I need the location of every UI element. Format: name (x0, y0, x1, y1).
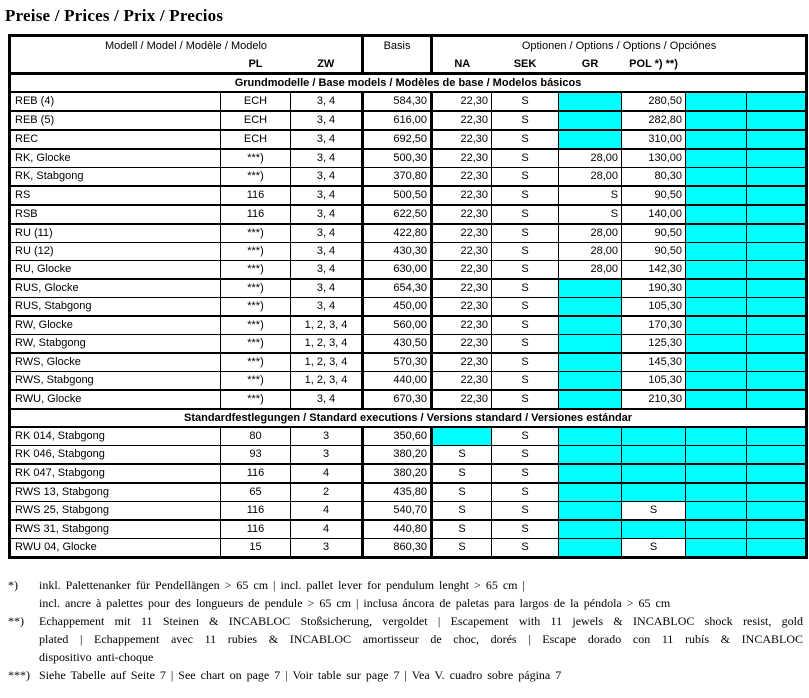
col-header-gr: GR (559, 56, 622, 74)
cell-gr (559, 316, 622, 335)
cell-sek: S (492, 316, 559, 335)
cell-na: 22,30 (432, 224, 492, 243)
cell-gr: 28,00 (559, 261, 622, 280)
cell-pol: 282,80 (622, 111, 686, 130)
cell-pol: 105,30 (622, 372, 686, 391)
cell-pol: S (622, 502, 686, 521)
price-table-body (10, 74, 807, 558)
cell-x1 (686, 149, 747, 168)
cell-name: RS (10, 186, 221, 205)
cell-basis: 616,00 (363, 111, 432, 130)
cell-pl: ECH (221, 130, 291, 149)
cell-zw: 3, 4 (291, 261, 363, 280)
cell-na (432, 427, 492, 446)
cell-x2 (747, 353, 807, 372)
col-header-zw: ZW (291, 56, 363, 74)
cell-na: S (432, 520, 492, 539)
cell-zw: 4 (291, 502, 363, 521)
cell-x2 (747, 390, 807, 409)
cell-na: 22,30 (432, 92, 492, 111)
table-row (10, 130, 807, 149)
cell-gr (559, 502, 622, 521)
section-header-label: Standardfestlegungen / Standard executions / Versions standard / Versiones estándar (10, 409, 807, 427)
cell-pl: 116 (221, 520, 291, 539)
cell-gr (559, 520, 622, 539)
cell-pl: ***) (221, 168, 291, 187)
cell-zw: 3, 4 (291, 111, 363, 130)
col-header-pol: POL *) **) (622, 56, 686, 74)
section-header-row (10, 409, 807, 427)
cell-zw: 3, 4 (291, 92, 363, 111)
cell-pol (622, 427, 686, 446)
cell-gr: S (559, 186, 622, 205)
cell-pol: 142,30 (622, 261, 686, 280)
cell-gr (559, 130, 622, 149)
table-row (10, 483, 807, 502)
cell-pol: 125,30 (622, 335, 686, 354)
cell-gr: 28,00 (559, 168, 622, 187)
cell-x1 (686, 186, 747, 205)
cell-basis: 435,80 (363, 483, 432, 502)
cell-pl: ***) (221, 224, 291, 243)
cell-x2 (747, 316, 807, 335)
cell-x1 (686, 111, 747, 130)
cell-x2 (747, 502, 807, 521)
options-group-header: Optionen / Options / Options / Opciónes (521, 40, 717, 52)
cell-zw: 3, 4 (291, 279, 363, 298)
cell-x2 (747, 372, 807, 391)
cell-name: RWS, Stabgong (10, 372, 221, 391)
footnote-marker: ***) (8, 668, 30, 682)
cell-pol: 140,00 (622, 205, 686, 224)
cell-sek: S (492, 520, 559, 539)
cell-pol: S (622, 539, 686, 558)
table-row (10, 261, 807, 280)
cell-name: RW, Glocke (10, 316, 221, 335)
cell-gr: 28,00 (559, 149, 622, 168)
cell-sek: S (492, 372, 559, 391)
cell-zw: 2 (291, 483, 363, 502)
cell-pol: 80,30 (622, 168, 686, 187)
cell-sek: S (492, 335, 559, 354)
cell-na: 22,30 (432, 243, 492, 261)
cell-zw: 3, 4 (291, 130, 363, 149)
cell-gr (559, 483, 622, 502)
cell-basis: 440,00 (363, 372, 432, 391)
basis-column-header: Basis (363, 36, 432, 74)
cell-basis: 860,30 (363, 539, 432, 558)
cell-na: 22,30 (432, 149, 492, 168)
cell-pol: 210,30 (622, 390, 686, 409)
table-row (10, 224, 807, 243)
cell-name: RSB (10, 205, 221, 224)
cell-gr (559, 539, 622, 558)
cell-basis: 450,00 (363, 298, 432, 317)
cell-x2 (747, 224, 807, 243)
cell-pol: 190,30 (622, 279, 686, 298)
cell-gr (559, 92, 622, 111)
cell-x2 (747, 446, 807, 465)
cell-x2 (747, 149, 807, 168)
cell-x1 (686, 464, 747, 483)
cell-sek: S (492, 130, 559, 149)
cell-gr (559, 279, 622, 298)
table-row (10, 502, 807, 521)
cell-zw: 1, 2, 3, 4 (291, 335, 363, 354)
cell-pl: 65 (221, 483, 291, 502)
cell-na: 22,30 (432, 261, 492, 280)
cell-basis: 622,50 (363, 205, 432, 224)
table-header (10, 36, 807, 74)
cell-gr (559, 111, 622, 130)
table-row (10, 390, 807, 409)
cell-sek: S (492, 427, 559, 446)
cell-x1 (686, 298, 747, 317)
cell-x2 (747, 111, 807, 130)
cell-basis: 560,00 (363, 316, 432, 335)
col-header-na: NA (432, 56, 492, 74)
cell-zw: 3, 4 (291, 298, 363, 317)
model-group-header: Modell / Model / Modèle / Modelo (10, 36, 363, 57)
cell-pl: 15 (221, 539, 291, 558)
cell-sek: S (492, 168, 559, 187)
cell-basis: 440,80 (363, 520, 432, 539)
cell-name: RWU 04, Glocke (10, 539, 221, 558)
cell-name: RU (12) (10, 243, 221, 261)
cell-gr (559, 446, 622, 465)
cell-x2 (747, 130, 807, 149)
cell-sek: S (492, 502, 559, 521)
cell-name: REC (10, 130, 221, 149)
cell-pl: ***) (221, 372, 291, 391)
cell-pl: ECH (221, 111, 291, 130)
cell-pl: ECH (221, 92, 291, 111)
cell-basis: 692,50 (363, 130, 432, 149)
cell-gr: S (559, 205, 622, 224)
cell-name: RK, Stabgong (10, 168, 221, 187)
cell-sek: S (492, 92, 559, 111)
table-row (10, 111, 807, 130)
cell-gr (559, 427, 622, 446)
footnote-marker: **) (8, 614, 24, 628)
cell-na: S (432, 446, 492, 465)
cell-sek: S (492, 261, 559, 280)
cell-pol (622, 464, 686, 483)
cell-x1 (686, 483, 747, 502)
cell-sek: S (492, 446, 559, 465)
cell-x2 (747, 279, 807, 298)
cell-basis: 430,50 (363, 335, 432, 354)
cell-pl: 116 (221, 186, 291, 205)
table-row (10, 279, 807, 298)
cell-zw: 3, 4 (291, 224, 363, 243)
cell-name: RK 047, Stabgong (10, 464, 221, 483)
cell-x1 (686, 446, 747, 465)
cell-x1 (686, 353, 747, 372)
cell-gr (559, 353, 622, 372)
table-row (10, 298, 807, 317)
cell-name: RUS, Glocke (10, 279, 221, 298)
cell-name: RU, Glocke (10, 261, 221, 280)
table-row (10, 446, 807, 465)
cell-gr: 28,00 (559, 243, 622, 261)
col-header-extra2 (747, 56, 807, 74)
cell-gr (559, 372, 622, 391)
cell-na: 22,30 (432, 298, 492, 317)
cell-sek: S (492, 205, 559, 224)
cell-sek: S (492, 111, 559, 130)
cell-basis: 670,30 (363, 390, 432, 409)
section-header-label: Grundmodelle / Base models / Modèles de base / Modelos básicos (10, 74, 807, 93)
cell-name: REB (4) (10, 92, 221, 111)
cell-name: RW, Stabgong (10, 335, 221, 354)
cell-basis: 422,80 (363, 224, 432, 243)
cell-gr: 28,00 (559, 224, 622, 243)
table-row (10, 92, 807, 111)
cell-x1 (686, 205, 747, 224)
cell-pl: ***) (221, 353, 291, 372)
cell-basis: 630,00 (363, 261, 432, 280)
cell-zw: 3, 4 (291, 390, 363, 409)
cell-pl: ***) (221, 243, 291, 261)
cell-x1 (686, 279, 747, 298)
cell-pl: 116 (221, 205, 291, 224)
cell-sek: S (492, 149, 559, 168)
table-row (10, 316, 807, 335)
footnote-marker: *) (8, 578, 18, 592)
cell-pl: ***) (221, 279, 291, 298)
cell-x1 (686, 168, 747, 187)
table-row (10, 372, 807, 391)
cell-x2 (747, 298, 807, 317)
cell-x2 (747, 464, 807, 483)
cell-x1 (686, 316, 747, 335)
cell-basis: 500,30 (363, 149, 432, 168)
cell-sek: S (492, 483, 559, 502)
footnote (8, 666, 803, 684)
cell-name: RWS 13, Stabgong (10, 483, 221, 502)
cell-basis: 350,60 (363, 427, 432, 446)
cell-name: RK 046, Stabgong (10, 446, 221, 465)
cell-zw: 1, 2, 3, 4 (291, 316, 363, 335)
cell-x1 (686, 520, 747, 539)
price-table (8, 34, 808, 559)
cell-pl: 93 (221, 446, 291, 465)
cell-pol (622, 446, 686, 465)
cell-zw: 3, 4 (291, 205, 363, 224)
cell-x2 (747, 483, 807, 502)
cell-na: 22,30 (432, 353, 492, 372)
cell-na: 22,30 (432, 186, 492, 205)
page (0, 6, 809, 698)
cell-x2 (747, 168, 807, 187)
cell-zw: 4 (291, 464, 363, 483)
cell-basis: 370,80 (363, 168, 432, 187)
cell-name: RWU, Glocke (10, 390, 221, 409)
section-header-row (10, 74, 807, 93)
footnotes (8, 576, 803, 684)
cell-sek: S (492, 243, 559, 261)
cell-pl: ***) (221, 149, 291, 168)
cell-gr (559, 464, 622, 483)
cell-x1 (686, 539, 747, 558)
page-title: Preise / Prices / Prix / Precios (5, 6, 224, 25)
table-row (10, 186, 807, 205)
table-row (10, 168, 807, 187)
cell-pol: 170,30 (622, 316, 686, 335)
cell-pol: 105,30 (622, 298, 686, 317)
cell-x2 (747, 261, 807, 280)
cell-pl: 116 (221, 464, 291, 483)
cell-na: 22,30 (432, 316, 492, 335)
table-row (10, 335, 807, 354)
cell-pol: 130,00 (622, 149, 686, 168)
cell-x1 (686, 130, 747, 149)
cell-na: 22,30 (432, 335, 492, 354)
cell-zw: 3 (291, 539, 363, 558)
col-header-extra1 (686, 56, 747, 74)
cell-pl: ***) (221, 316, 291, 335)
cell-x2 (747, 92, 807, 111)
cell-pol: 90,50 (622, 224, 686, 243)
cell-gr (559, 335, 622, 354)
cell-na: 22,30 (432, 372, 492, 391)
cell-basis: 654,30 (363, 279, 432, 298)
cell-name: RK, Glocke (10, 149, 221, 168)
cell-sek: S (492, 224, 559, 243)
table-row (10, 149, 807, 168)
cell-zw: 3, 4 (291, 186, 363, 205)
cell-x2 (747, 186, 807, 205)
cell-basis: 540,70 (363, 502, 432, 521)
cell-na: S (432, 539, 492, 558)
cell-basis: 570,30 (363, 353, 432, 372)
cell-pl: ***) (221, 335, 291, 354)
table-row (10, 520, 807, 539)
cell-basis: 380,20 (363, 446, 432, 465)
cell-pl: ***) (221, 261, 291, 280)
cell-na: 22,30 (432, 279, 492, 298)
cell-x1 (686, 502, 747, 521)
cell-x2 (747, 539, 807, 558)
cell-name: RWS 31, Stabgong (10, 520, 221, 539)
cell-x2 (747, 520, 807, 539)
cell-pol: 310,00 (622, 130, 686, 149)
cell-x1 (686, 261, 747, 280)
cell-na: S (432, 483, 492, 502)
cell-x1 (686, 224, 747, 243)
cell-name: RUS, Stabgong (10, 298, 221, 317)
cell-sek: S (492, 539, 559, 558)
cell-basis: 500,50 (363, 186, 432, 205)
cell-gr (559, 390, 622, 409)
cell-name: RK 014, Stabgong (10, 427, 221, 446)
cell-gr (559, 298, 622, 317)
header-row-groups (10, 36, 807, 57)
cell-zw: 3, 4 (291, 168, 363, 187)
footnote (8, 612, 803, 666)
cell-sek: S (492, 279, 559, 298)
table-row (10, 427, 807, 446)
cell-x1 (686, 390, 747, 409)
cell-pol (622, 520, 686, 539)
cell-x1 (686, 427, 747, 446)
cell-na: 22,30 (432, 111, 492, 130)
cell-pol: 90,50 (622, 243, 686, 261)
cell-na: S (432, 502, 492, 521)
cell-na: 22,30 (432, 168, 492, 187)
cell-basis: 380,20 (363, 464, 432, 483)
cell-zw: 1, 2, 3, 4 (291, 372, 363, 391)
cell-name: REB (5) (10, 111, 221, 130)
cell-x2 (747, 243, 807, 261)
cell-sek: S (492, 298, 559, 317)
cell-sek: S (492, 464, 559, 483)
cell-x2 (747, 335, 807, 354)
cell-pl: ***) (221, 390, 291, 409)
footnote-text: Echappement mit 11 Steinen & INCABLOC Stoßsicherung, vergoldet | Escapement with 11 jewels & INCABLOC shock resist, gold plated | Echappement avec 11 rubies & INCABLOC amortisseur de choc, dorés | Escape dorado con 11 rubís & INCABLOC dispositivo anti-choque (39, 614, 803, 664)
cell-pl: 80 (221, 427, 291, 446)
cell-zw: 3, 4 (291, 243, 363, 261)
cell-na: S (432, 464, 492, 483)
cell-zw: 3, 4 (291, 149, 363, 168)
cell-pol (622, 483, 686, 502)
cell-zw: 1, 2, 3, 4 (291, 353, 363, 372)
cell-x1 (686, 92, 747, 111)
cell-name: RWS, Glocke (10, 353, 221, 372)
cell-na: 22,30 (432, 205, 492, 224)
cell-pol: 90,50 (622, 186, 686, 205)
col-header-pl: PL (221, 56, 291, 74)
cell-sek: S (492, 186, 559, 205)
cell-sek: S (492, 353, 559, 372)
table-row (10, 353, 807, 372)
model-subheader-spacer (10, 56, 221, 74)
cell-na: 22,30 (432, 130, 492, 149)
cell-x1 (686, 243, 747, 261)
cell-pol: 280,50 (622, 92, 686, 111)
cell-pl: 116 (221, 502, 291, 521)
cell-x2 (747, 205, 807, 224)
footnote-text: Siehe Tabelle auf Seite 7 | See chart on page 7 | Voir table sur page 7 | Vea V. cuadro sobre página 7 (39, 668, 562, 682)
cell-zw: 3 (291, 427, 363, 446)
cell-na: 22,30 (432, 390, 492, 409)
table-row (10, 205, 807, 224)
cell-pol: 145,30 (622, 353, 686, 372)
col-header-sek: SEK (492, 56, 559, 74)
cell-name: RU (11) (10, 224, 221, 243)
cell-x1 (686, 335, 747, 354)
cell-basis: 430,30 (363, 243, 432, 261)
cell-basis: 584,30 (363, 92, 432, 111)
table-row (10, 464, 807, 483)
footnote (8, 576, 803, 612)
cell-zw: 3 (291, 446, 363, 465)
cell-x2 (747, 427, 807, 446)
cell-sek: S (492, 390, 559, 409)
footnote-text: inkl. Palettenanker für Pendellängen > 65 cm | incl. pallet lever for pendulum lenght > 65 cm | incl. ancre à palettes pour des longueurs de pendule > 65 cm | inclusa áncora de paletas para largos de la péndola > 65 cm (39, 578, 671, 610)
cell-x1 (686, 372, 747, 391)
cell-pl: ***) (221, 298, 291, 317)
cell-zw: 4 (291, 520, 363, 539)
cell-name: RWS 25, Stabgong (10, 502, 221, 521)
table-row (10, 243, 807, 261)
table-row (10, 539, 807, 558)
